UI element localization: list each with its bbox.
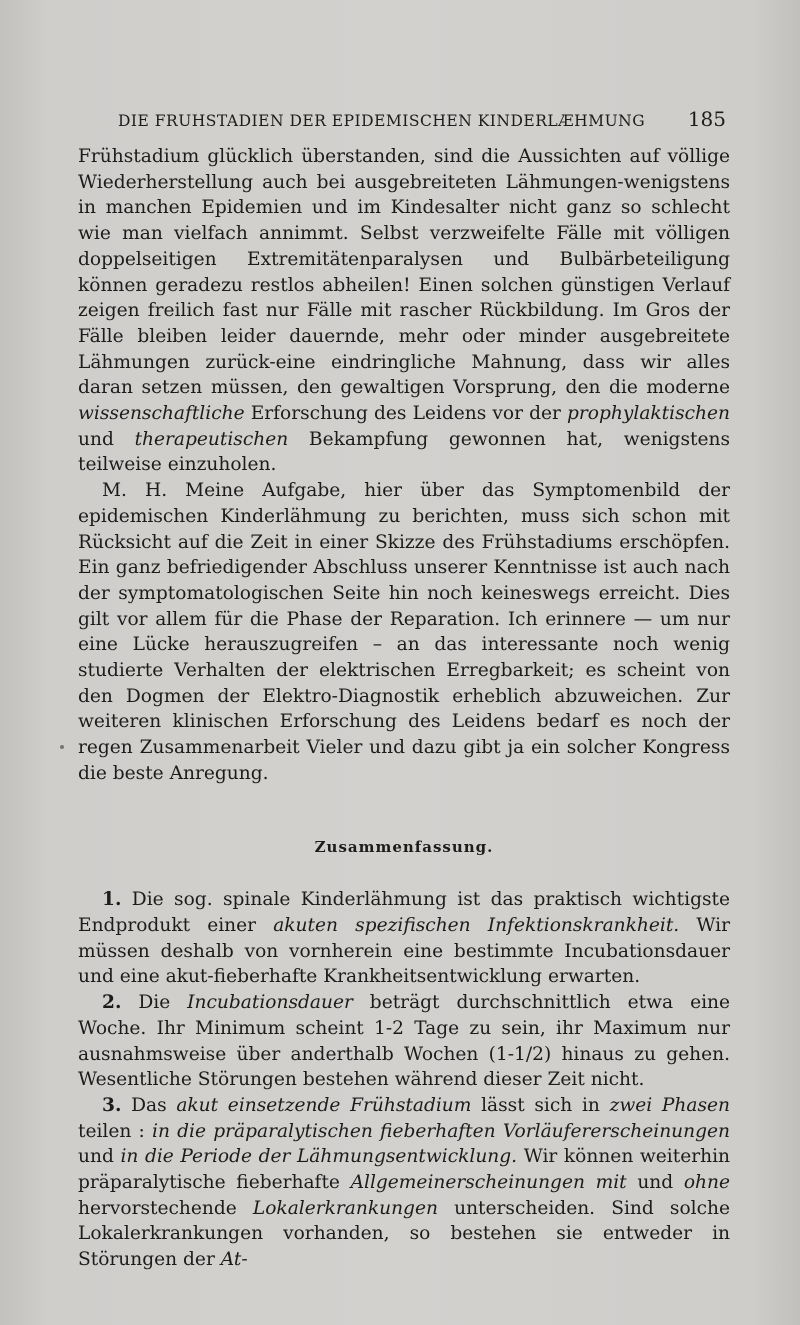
intro-paragraph [78,144,730,478]
page-number: 185 [687,107,726,131]
text-run: hervorstechende [78,1197,253,1219]
italic-run: Allgemeinerscheinungen mit [350,1172,627,1194]
summary-point-3 [78,1093,730,1273]
italic-run: in die Periode der Lähmungsentwicklung. [120,1146,518,1168]
text-run: und [78,1146,121,1168]
running-title: DIE FRUHSTADIEN DER EPIDEMISCHEN KINDERLÆHMUNG [118,112,646,130]
section-title: Zusammenfassung. [314,837,494,856]
italic-run: akuten spezifischen Infektionskrankheit. [273,914,680,936]
text-run: Erforschung des Leidens vor der [244,403,567,425]
text-run: Wir können weiterhin präparalytische fieberhafte [78,1146,730,1194]
italic-run: therapeutischen [134,428,289,450]
summary-point-1 [78,887,730,990]
text-run: und [626,1172,684,1194]
second-paragraph: M. H. Meine Aufgabe, hier über das Symptomenbild der epidemischen Kinderlähmung zu berichten, muss sich schon mit Rücksicht auf die Zeit in einer Skizze des Frühstadiums erschöpfen. Ein ganz befriedigender Abschluss unserer Kenntnisse ist auch nach der symptomatologischen Seite hin noch keineswegs erreicht. Dies gilt vor allem für die Phase der Reparation. Ich erinnere — um nur eine Lücke herauszugreifen – an das interessante noch wenig studierte Verhalten der elektrischen Erregbarkeit; es scheint von den Dogmen der Elektro-Diagnostik erheblich abzuweichen. Zur weiteren klinischen Erforschung des Leidens bedarf es noch der regen Zusammenarbeit Vieler und dazu gibt ja ein solcher Kongress die beste Anregung. [78,480,730,784]
text-run: und [78,428,135,450]
italic-run: Incubationsdauer [187,992,353,1014]
text-run: unterscheiden. Sind solche Lokalerkrankungen vorhanden, so bestehen sie entweder in Störungen der [78,1197,730,1271]
italic-run: zwei Phasen [609,1094,731,1116]
italic-run: akut einsetzende Frühstadium [176,1094,472,1116]
italic-run: Lokalerkrankungen [252,1197,438,1219]
italic-run: prophylaktischen [567,403,730,425]
summary-point-2 [78,990,730,1093]
point-number: 3. [102,1094,122,1116]
point-number: 1. [102,889,122,911]
text-run: Das [121,1094,177,1116]
text-run: Die sog. spinale Kinderlähmung ist das praktisch wichtigste Endprodukt einer [78,889,730,936]
body-text [78,144,730,1273]
text-run: Bekampfung gewonnen hat, wenigstens teilweise einzuholen. [78,428,730,476]
scan-speck [60,745,64,749]
text-run: Wir müssen deshalb von vornherein eine bestimmte Incubationsdauer und eine akut-fieberhafte Krankheitsentwicklung erwarten. [78,914,731,988]
text-run: lässt sich in [471,1094,610,1116]
italic-run: ohne [683,1172,730,1194]
point-number: 2. [102,992,122,1014]
text-run: beträgt durchschnittlich etwa eine Woche. Ihr Minimum scheint 1-2 Tage zu sein, ihr Maximum nur ausnahmsweise über anderthalb Wochen (1-1/2) hinaus zu gehen. Wesentliche Störungen bestehen während dieser Zeit nicht. [78,992,730,1091]
text-run: teilen : [78,1120,153,1142]
text-run: Die [121,992,188,1014]
italic-run: At- [220,1249,248,1271]
italic-run: in die präparalytischen fieberhaften Vorläufererscheinungen [152,1120,731,1142]
italic-run: wissenschaftliche [78,403,245,425]
text-run: Frühstadium glücklich überstanden, sind die Aussichten auf völlige Wiederherstellung auch bei ausgebreiteten Lähmungen-wenigstens in manchen Epidemien und im Kindesalter nicht ganz so schlecht wie man vielfach annimmt. Selbst verzweifelte Fälle mit völligen doppelseitigen Extremitätenparalysen und Bulbärbeteiligung können geradezu restlos abheilen! Einen solchen günstigen Verlauf zeigen freilich fast nur Fälle mit rascher Rückbildung. Im Gros der Fälle bleiben leider dauernde, mehr oder minder ausgebreitete Lähmungen zurück-eine eindringliche Mahnung, dass wir alles daran setzen müssen, den gewaltigen Vorsprung, den die moderne [78,146,730,399]
page-header [118,107,726,135]
